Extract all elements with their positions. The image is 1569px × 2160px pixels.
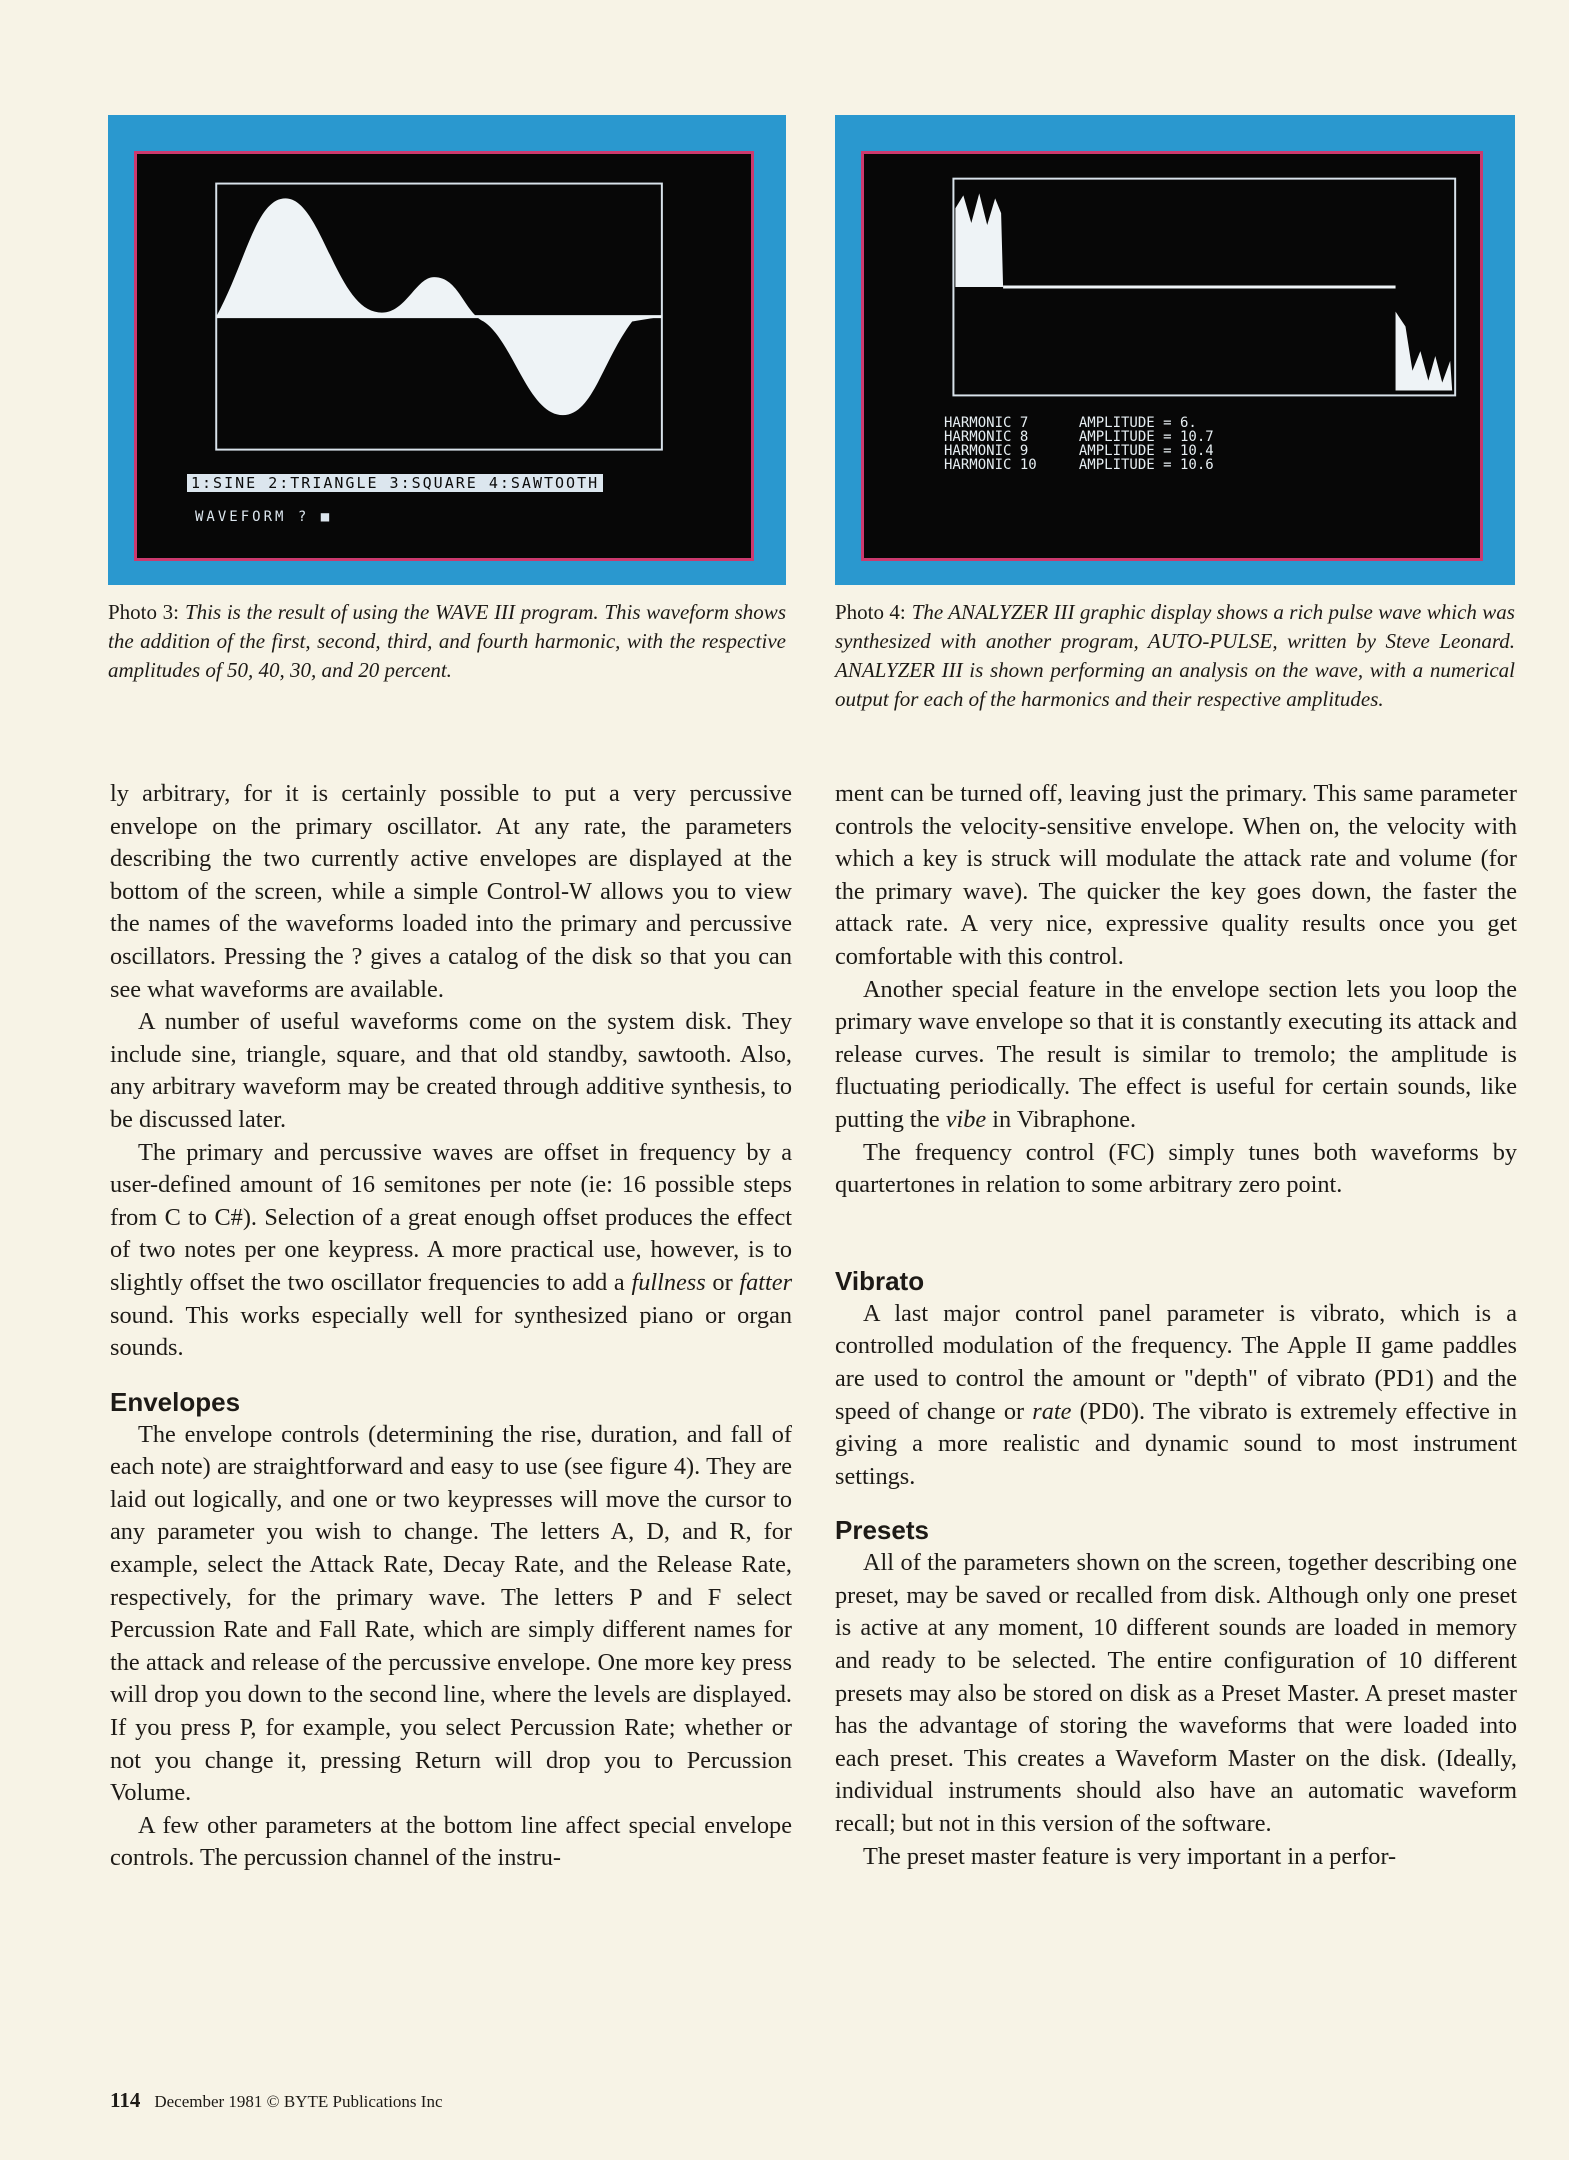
section-heading-vibrato: Vibrato xyxy=(835,1265,925,1296)
caption-label: Photo 3: xyxy=(108,600,179,624)
paragraph: The frequency control (FC) simply tunes both waveforms by quartertones in relation to some arbitrary zero point. xyxy=(835,1138,1517,1199)
photo-4 xyxy=(835,115,1515,585)
emphasis: fullness xyxy=(631,1268,706,1296)
emphasis: vibe xyxy=(945,1105,987,1133)
text-run: sound. This works especially well for synthesized piano or organ sounds. xyxy=(110,1301,792,1362)
harmonic-row-8: HARMONIC 8 AMPLITUDE = 10.7 xyxy=(944,429,1214,445)
caption-text: The ANALYZER III graphic display shows a rich pulse wave which was synthesized with another program, AUTO-PULSE, written by Steve Leonard. ANALYZER III is shown performing an analysis on the wave, with a numerical output for each of the harmonics and their respective amplitudes. xyxy=(835,600,1515,711)
paragraph: ly arbitrary, for it is certainly possible to put a very percussive envelope on the primary oscillator. At any rate, the parameters describing the two currently active envelopes are displayed at the bottom of the screen, while a simple Control-W allows you to view the names of the waveforms loaded into the primary and percussive oscillators. Pressing the ? gives a catalog of the disk so that you can see what waveforms are available. xyxy=(110,780,792,1003)
harmonic-row-10: HARMONIC 10 AMPLITUDE = 10.6 xyxy=(944,457,1214,473)
photo-4-screen xyxy=(861,151,1483,561)
emphasis: fatter xyxy=(739,1268,793,1296)
paragraph: The envelope controls (determining the rise, duration, and fall of each note) are straightforward and easy to use (see figure 4). They are laid out logically, and one or two keypresses will move the cursor to any parameter you wish to change. The letters A, D, and R, for example, select the Attack Rate, Decay Rate, and the Release Rate, respectively, for the primary wave. The letters P and F select Percussion Rate and Fall Rate, which are simply different names for the attack and release of the percussive envelope. One more key press will drop you down to the second line, where the levels are displayed. If you press P, for example, you select Percussion Rate; whether or not you change it, pressing Return will drop you to Percussion Volume. xyxy=(110,1420,792,1807)
page-number: 114 xyxy=(110,2088,141,2112)
photo-3 xyxy=(108,115,786,585)
paragraph xyxy=(835,1298,1517,1494)
footer-text: December 1981 © BYTE Publications Inc xyxy=(154,2092,443,2111)
paragraph xyxy=(110,1137,792,1365)
pulse-wave-plot xyxy=(864,154,1480,558)
text-run: or xyxy=(712,1268,733,1296)
paragraph: The preset master feature is very important in a perfor- xyxy=(863,1842,1397,1870)
waveform-prompt: WAVEFORM ? ■ xyxy=(195,509,333,525)
right-column xyxy=(835,778,1517,1873)
paragraph: A number of useful waveforms come on the system disk. They include sine, triangle, square, and that old standby, sawtooth. Also, any arbitrary waveform may be created through additive synthesis, to be discussed later. xyxy=(110,1008,792,1133)
section-heading-presets: Presets xyxy=(835,1515,929,1546)
text-run: (PD0). The vibrato is extremely effective in giving a more realistic and dynamic sound to most instrument settings. xyxy=(835,1397,1517,1490)
waveform-menu: 1:SINE 2:TRIANGLE 3:SQUARE 4:SAWTOOTH xyxy=(187,474,603,492)
harmonic-row-9: HARMONIC 9 AMPLITUDE = 10.4 xyxy=(944,443,1214,459)
caption-text: This is the result of using the WAVE III program. This waveform shows the addition of the first, second, third, and fourth harmonic, with the respective amplitudes of 50, 40, 30, and 20 percent. xyxy=(108,600,786,682)
text-run: in Vibraphone. xyxy=(992,1105,1137,1133)
text-run: A last major control panel parameter is vibrato, which is a controlled modulation of the frequency. The Apple II game paddles are used to control the amount or "depth" of vibrato (PD1) and the speed of change or xyxy=(835,1299,1517,1425)
harmonic-row-7: HARMONIC 7 AMPLITUDE = 6. xyxy=(944,415,1197,431)
page-footer xyxy=(110,2088,443,2113)
paragraph xyxy=(835,974,1517,1137)
section-heading-envelopes: Envelopes xyxy=(110,1386,241,1417)
paragraph: A few other parameters at the bottom line affect special envelope controls. The percussion channel of the instru- xyxy=(110,1811,792,1872)
photo-4-caption xyxy=(835,598,1515,714)
left-column xyxy=(110,778,792,1875)
photo-3-screen xyxy=(134,151,754,561)
text-run: The primary and percussive waves are offset in frequency by a user-defined amount of 16 semitones per note (ie: 16 possible steps from C to C#). Selection of a great enough offset produces the effect of two notes per one keypress. A more practical use, however, is to slightly offset the two oscillator frequencies to add a xyxy=(110,1138,792,1296)
photo-3-caption xyxy=(108,598,786,685)
paragraph: ment can be turned off, leaving just the primary. This same parameter controls the velocity-sensitive envelope. When on, the velocity with which a key is struck will modulate the attack rate and volume (for the primary wave). The quicker the key goes down, the faster the attack rate. A very nice, expressive quality results once you get comfortable with this control. xyxy=(835,780,1517,970)
paragraph: All of the parameters shown on the screen, together describing one preset, may be saved or recalled from disk. Although only one preset is active at any moment, 10 different sounds are loaded in memory and ready to be selected. The entire configuration of 10 different presets may also be stored on disk as a Preset Master. A preset master has the advantage of storing the waveforms that were loaded into each preset. This creates a Waveform Master on the disk. (Ideally, individual instruments should also have an automatic waveform recall; but not in this version of the software. xyxy=(835,1549,1517,1838)
emphasis: rate xyxy=(1032,1397,1072,1425)
caption-label: Photo 4: xyxy=(835,600,906,624)
text-run: Another special feature in the envelope section lets you loop the primary wave envelope so that it is constantly executing its attack and release curves. The result is similar to tremolo; the amplitude is fluctuating periodically. The effect is useful for certain sounds, like putting the xyxy=(835,975,1517,1133)
waveform-plot xyxy=(137,154,751,558)
